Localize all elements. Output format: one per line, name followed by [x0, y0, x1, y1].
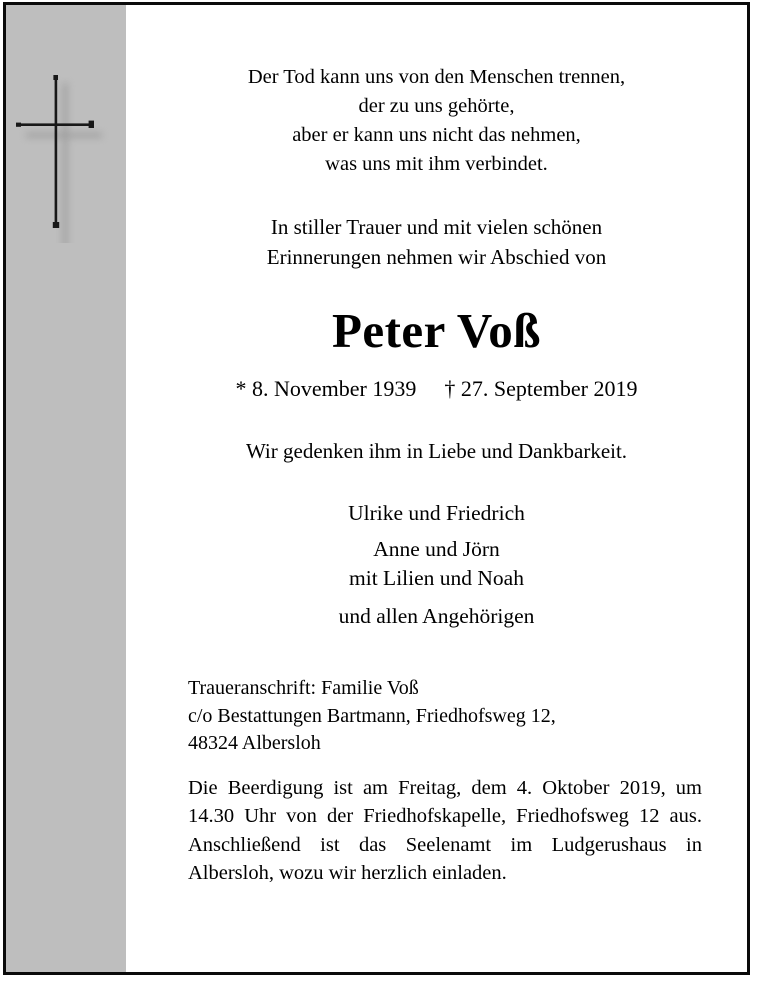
death-date: 27. September 2019 — [460, 376, 638, 401]
remembrance-text: Wir gedenken ihm in Liebe und Dankbarkeit. — [245, 439, 628, 463]
footer-info — [126, 631, 747, 888]
poem-line: was uns mit ihm verbindet. — [325, 153, 548, 175]
intro-line: In stiller Trauer und mit vielen schönen — [270, 215, 603, 239]
symbol-column — [6, 5, 126, 972]
birth-symbol: * — [235, 376, 247, 401]
poem-line: der zu uns gehörte, — [358, 95, 515, 117]
poem-line: Der Tod kann uns von den Menschen trennen, — [247, 66, 626, 88]
address-line: Traueranschrift: Familie Voß — [188, 677, 419, 699]
life-dates — [126, 358, 747, 403]
mourners-list — [126, 465, 747, 631]
address-line: 48324 Albersloh — [188, 732, 321, 754]
address-line: c/o Bestattungen Bartmann, Friedhofsweg 12, — [188, 704, 556, 727]
poem-line: aber er kann uns nicht das nehmen, — [292, 124, 581, 146]
christian-cross-icon — [6, 63, 126, 243]
notice-content — [126, 5, 747, 972]
deceased-name: Peter Voß — [331, 303, 542, 358]
funeral-details: Die Beerdigung ist am Freitag, dem 4. Oktober 2019, um 14.30 Uhr von der Friedhofskapelle, Friedhofsweg 12 aus. Anschließend ist das Seelenamt im Ludgerushaus in Albersloh, wozu wir herzlich einladen. — [188, 776, 702, 884]
intro-text — [126, 179, 747, 272]
poem — [126, 5, 747, 179]
birth-date: 8. November 1939 — [252, 376, 417, 401]
mourner-line: und allen Angehörigen — [338, 604, 535, 628]
mourner-line: mit Lilien und Noah — [349, 566, 524, 590]
obituary-notice — [3, 2, 750, 975]
mourner-line: Anne und Jörn — [373, 537, 500, 561]
mourning-address — [188, 675, 702, 758]
mourner-line: Ulrike und Friedrich — [348, 501, 525, 525]
death-symbol: † — [444, 376, 456, 401]
intro-line: Erinnerungen nehmen wir Abschied von — [266, 245, 607, 269]
